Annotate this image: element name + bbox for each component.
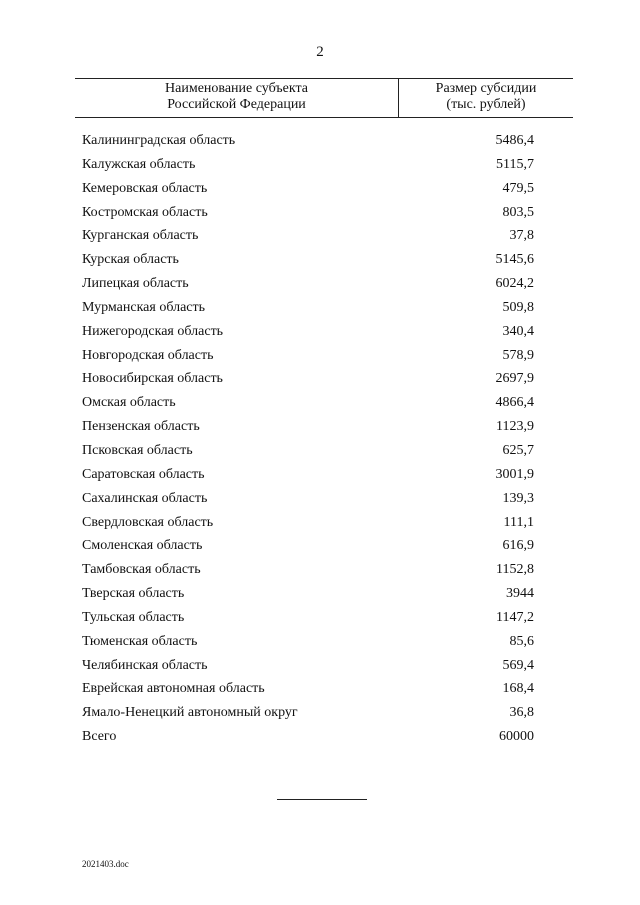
region-name: Смоленская область <box>82 538 203 554</box>
table-row <box>82 393 572 417</box>
region-name: Омская область <box>82 395 176 411</box>
region-name: Новгородская область <box>82 347 214 363</box>
subsidy-value: 3944 <box>506 586 534 602</box>
table-row <box>82 632 572 656</box>
subsidy-value: 168,4 <box>502 681 534 697</box>
table-row <box>82 465 572 489</box>
subsidy-value: 4866,4 <box>495 395 534 411</box>
region-name: Калининградская область <box>82 133 236 148</box>
region-name: Мурманская область <box>82 299 206 315</box>
subsidy-value: 509,8 <box>502 299 534 315</box>
table-row <box>82 513 572 537</box>
table-row <box>82 727 572 751</box>
subsidy-value: 1147,2 <box>496 609 534 625</box>
table-header <box>75 78 573 118</box>
region-name: Костромская область <box>82 204 208 220</box>
region-name: Тюменская область <box>82 633 198 649</box>
page-number: 2 <box>316 44 324 60</box>
subsidy-value: 3001,9 <box>495 466 534 482</box>
region-name: Нижегородская область <box>82 323 224 339</box>
table-row <box>82 536 572 560</box>
region-name: Липецкая область <box>82 276 189 292</box>
subsidy-value: 569,4 <box>502 657 534 673</box>
subsidy-value: 616,9 <box>502 538 534 554</box>
header-region-line2: Российской Федерации <box>167 97 306 112</box>
table-row <box>82 489 572 513</box>
region-name: Новосибирская область <box>82 371 223 387</box>
table-row <box>82 155 572 179</box>
subsidy-value: 578,9 <box>502 347 534 363</box>
region-name: Еврейская автономная область <box>82 681 265 697</box>
subsidy-value: 36,8 <box>509 705 534 721</box>
subsidy-table <box>75 78 573 118</box>
region-name: Курганская область <box>82 228 199 244</box>
region-name: Кемеровская область <box>82 180 208 196</box>
table-row <box>82 441 572 465</box>
subsidy-value: 60000 <box>499 729 534 745</box>
region-name: Калужская область <box>82 156 196 172</box>
subsidy-value: 111,1 <box>503 514 534 530</box>
region-name: Тамбовская область <box>82 562 201 578</box>
subsidy-value: 625,7 <box>502 442 534 458</box>
table-row <box>82 560 572 584</box>
region-name: Тверская область <box>82 586 185 602</box>
table-row <box>82 656 572 680</box>
closing-rule <box>277 799 367 800</box>
table-row <box>82 608 572 632</box>
subsidy-value: 340,4 <box>502 323 534 339</box>
region-name: Тульская область <box>82 609 185 625</box>
region-name: Саратовская область <box>82 466 205 482</box>
table-row <box>82 274 572 298</box>
table-row <box>82 298 572 322</box>
table-row <box>82 250 572 274</box>
region-name: Ямало-Ненецкий автономный округ <box>82 705 298 721</box>
header-subsidy-line1: Размер субсидии <box>435 81 537 96</box>
table-row <box>82 203 572 227</box>
subsidy-value: 6024,2 <box>495 276 534 292</box>
table-body <box>82 131 572 751</box>
region-name: Сахалинская область <box>82 490 208 506</box>
region-name: Челябинская область <box>82 657 208 673</box>
subsidy-value: 2697,9 <box>495 371 534 387</box>
table-row <box>82 131 572 155</box>
region-name: Всего <box>82 729 117 745</box>
file-name-footer: 2021403.doc <box>82 859 129 869</box>
table-row <box>82 346 572 370</box>
header-subsidy-line2: (тыс. рублей) <box>446 97 526 112</box>
table-row <box>82 179 572 203</box>
table-row <box>82 584 572 608</box>
table-row <box>82 703 572 727</box>
header-subsidy-column <box>399 81 573 113</box>
subsidy-value: 803,5 <box>502 204 534 220</box>
header-region-column <box>75 81 398 113</box>
header-region-line1: Наименование субъекта <box>165 81 308 96</box>
subsidy-value: 1152,8 <box>496 562 534 578</box>
subsidy-value: 1123,9 <box>496 419 534 435</box>
subsidy-value: 479,5 <box>502 180 534 196</box>
region-name: Свердловская область <box>82 514 214 530</box>
table-row <box>82 226 572 250</box>
table-row <box>82 369 572 393</box>
subsidy-value: 5486,4 <box>495 133 534 148</box>
subsidy-value: 5145,6 <box>495 252 534 268</box>
table-row <box>82 417 572 441</box>
region-name: Пензенская область <box>82 419 200 435</box>
region-name: Псковская область <box>82 442 193 458</box>
subsidy-value: 139,3 <box>502 490 534 506</box>
region-name: Курская область <box>82 252 179 268</box>
subsidy-value: 85,6 <box>509 633 534 649</box>
table-row <box>82 322 572 346</box>
subsidy-value: 5115,7 <box>496 156 534 172</box>
subsidy-value: 37,8 <box>509 228 534 244</box>
table-row <box>82 679 572 703</box>
